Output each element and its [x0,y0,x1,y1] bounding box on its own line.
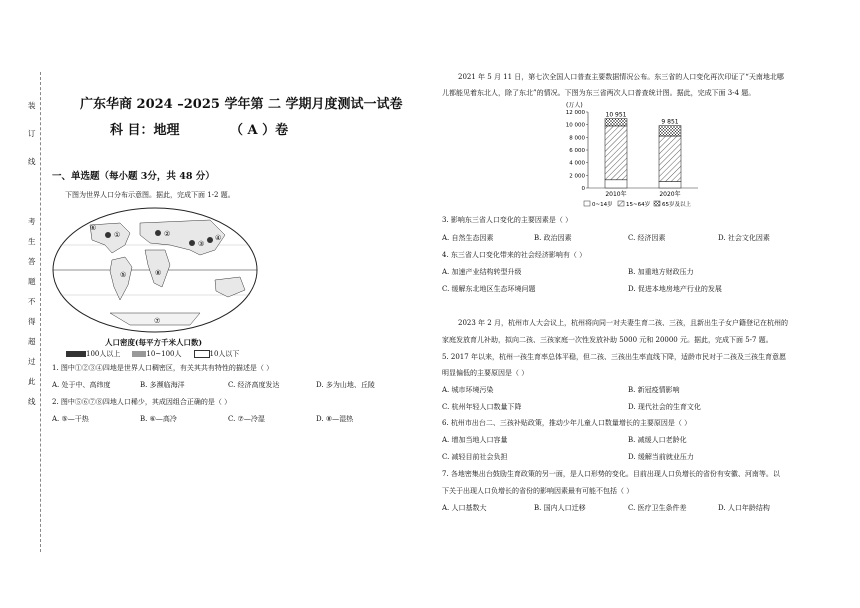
legend-sparse: 10人以下 [194,349,240,360]
passage2-line2: 家庭发放育儿补助，拟向二孩、三孩家庭一次性发放补助 5000 元和 20000 元。据此，完成下面 5-7 题。 [442,336,773,344]
q4-option-c[interactable]: C. 缓解东北地区生态环境问题 [442,285,536,293]
q7-stem-line2: 下关于出现人口负增长的省份的影响因素最有可能不包括（ ） [442,487,634,495]
binding-char: 线 [28,397,36,406]
q3-stem: 3. 影响东三省人口变化的主要因素是（ ） [442,216,573,224]
q7-stem-line1: 7. 各地密集出台鼓励生育政策的另一面，是人口形势的变化。目前出现人口负增长的省份有安徽、河南等。以 [442,470,780,478]
q2-option-b[interactable]: B. ⑥—高冷 [140,415,177,423]
y-tick-label: 0 [581,186,585,192]
y-tick-label: 10 000 [565,122,585,129]
q7-option-a[interactable]: A. 人口基数大 [442,504,487,512]
passage2-line1: 2023 年 2 月，杭州市人大会议上，杭州将向同一对夫妻生育二孩、三孩，且新出生子女户籍登记在杭州的 [458,319,788,327]
q6-option-a[interactable]: A. 增加当地人口容量 [442,436,508,444]
passage1-line1: 2021 年 5 月 11 日，第七次全国人口普查主要数据情况公布。东三省的人口变化再次印证了“天南地北哪 [458,73,784,81]
map-marker-4: ④ [215,234,222,242]
legend-dense: 100人以上 [66,349,120,360]
q5-option-a[interactable]: A. 城市环境污染 [442,386,494,394]
binding-char: 答 [28,257,36,266]
q7-option-d[interactable]: D. 人口年龄结构 [718,504,770,512]
q1-option-c[interactable]: C. 经济高度发达 [228,381,280,389]
binding-char: 装 [28,101,36,110]
y-tick-label: 4 000 [569,160,585,167]
bar-total-label: 10 951 [605,111,627,119]
q3-option-a[interactable]: A. 自然生态因素 [442,234,494,242]
population-census-chart [560,100,710,210]
q5-stem-line1: 5. 2017 年以来，杭州一孩生育率总体平稳，但二孩、三孩出生率直线下降，适龄市民对于二孩及三孩生育意愿 [442,353,786,361]
bar-segment [605,180,627,188]
binding-char: 订 [28,129,36,138]
map-marker-2: ② [164,230,171,238]
q1-stem: 1. 图中①②③④四地是世界人口稠密区，有关其共有特性的描述是（ ） [52,364,274,372]
binding-char: 考 [28,217,36,226]
q7-option-c[interactable]: C. 医疗卫生条件差 [628,504,687,512]
q3-option-b[interactable]: B. 政治因素 [534,234,572,242]
map-marker-6: ⑥ [90,224,97,232]
map-marker-3: ③ [198,240,205,248]
q6-option-b[interactable]: B. 减缓人口老龄化 [628,436,687,444]
q5-option-d[interactable]: D. 现代社会的生育文化 [628,403,701,411]
binding-char: 题 [28,277,36,286]
section-intro: 下图为世界人口分布示意图。据此，完成下面 1-2 题。 [65,191,235,199]
q2-stem: 2. 图中⑤⑥⑦⑧四地人口稀少，其成因组合正确的是（ ） [52,398,232,406]
q3-option-d[interactable]: D. 社会文化因素 [718,234,770,242]
bar-segment [659,136,681,182]
q1-option-d[interactable]: D. 多为山地、丘陵 [316,381,375,389]
binding-char: 线 [28,157,36,166]
q5-stem-line2: 明显偏低的主要原因是（ ） [442,369,529,377]
q4-option-d[interactable]: D. 促进本地房地产行业的发展 [628,285,722,293]
passage1-line2: 儿都能见着东北人，除了东北”的情况。下图为东三省两次人口普查统计图。据此，完成下面 3-4 题。 [442,89,756,97]
map-marker-8: ⑧ [155,269,162,277]
binding-char: 不 [28,297,36,306]
q3-option-c[interactable]: C. 经济因素 [628,234,666,242]
legend-label: 15~64岁 [626,202,651,208]
q5-option-c[interactable]: C. 杭州年轻人口数量下降 [442,403,522,411]
q1-option-b[interactable]: B. 多濒临海洋 [140,381,185,389]
q6-option-d[interactable]: D. 缓解当前就业压力 [628,453,694,461]
binding-char: 超 [28,337,36,346]
y-axis-label: (万人) [566,102,583,109]
binding-char: 过 [28,357,36,366]
map-caption: 人口密度(每平方千米人口数) [105,338,203,347]
bar-segment [659,182,681,188]
y-tick-label: 12 000 [565,110,585,116]
subject-label: 科 目：地理 [110,123,180,138]
q2-option-d[interactable]: D. ⑧—湿热 [316,415,354,423]
q4-stem: 4. 东三省人口变化带来的社会经济影响有（ ） [442,251,587,259]
legend-medium: 10~100人 [132,349,181,360]
bar-segment [605,126,627,180]
q6-option-c[interactable]: C. 减轻目前社会负担 [442,453,508,461]
bar-segment [659,126,681,136]
map-legend [66,349,239,360]
x-tick-label: 2010年 [605,191,627,198]
exam-title: 广东华商 2024 –2025 学年第 二 学期月度测试一试卷 [80,97,403,112]
section-heading: 一、单选题（每小题 3分，共 48 分） [52,171,215,182]
binding-char: 得 [28,317,36,326]
version-label: （ A ）卷 [230,123,289,138]
y-tick-label: 2 000 [569,173,585,180]
map-marker-1: ① [114,231,121,239]
binding-char: 生 [28,237,36,246]
q4-option-a[interactable]: A. 加速产业结构转型升级 [442,268,522,276]
world-population-map [50,205,260,335]
y-tick-label: 8 000 [569,135,585,142]
bar-segment [605,119,627,126]
binding-char: 此 [28,377,36,386]
x-tick-label: 2020年 [659,191,681,198]
q2-option-c[interactable]: C. ⑦—冷湿 [228,415,265,423]
legend-label: 65岁及以上 [662,202,691,208]
legend-swatch [654,201,660,206]
q2-option-a[interactable]: A. ⑤—干热 [52,415,89,423]
y-tick-label: 6 000 [569,148,585,154]
q1-option-a[interactable]: A. 处于中、高纬度 [52,381,111,389]
bar-total-label: 9 851 [661,118,679,126]
legend-swatch [618,201,624,206]
q4-option-b[interactable]: B. 加重地方财政压力 [628,268,694,276]
legend-swatch [584,201,590,206]
q6-stem: 6. 杭州市出台二、三孩补贴政策，推动少年儿童人口数量增长的主要原因是（ ） [442,419,692,427]
q5-option-b[interactable]: B. 新冠疫情影响 [628,386,680,394]
legend-label: 0~14岁 [592,202,613,208]
map-marker-5: ⑤ [120,271,127,279]
binding-dashed-line [40,72,41,552]
q7-option-b[interactable]: B. 国内人口迁移 [534,504,586,512]
map-marker-7: ⑦ [154,317,161,325]
